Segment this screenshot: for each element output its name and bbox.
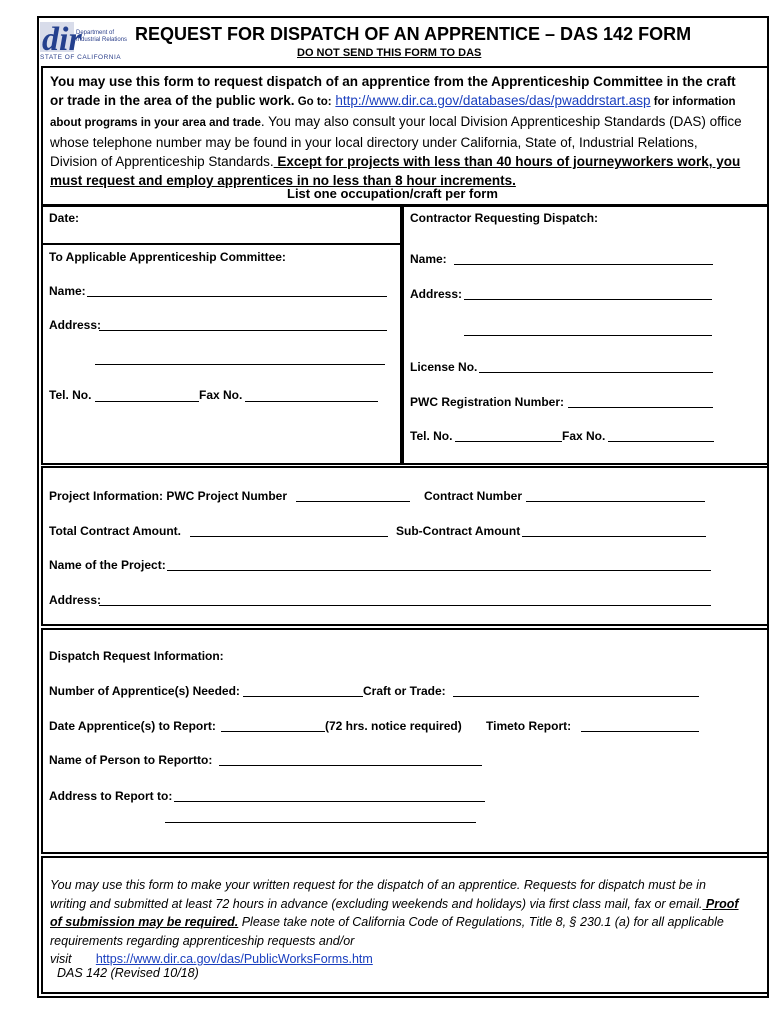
date-label: Date: [49, 211, 80, 225]
logo-line2: Industrial Relations [76, 37, 128, 43]
committee-box [41, 243, 402, 465]
footer-text [50, 876, 740, 969]
contractor-tel-label: Tel. No. [410, 429, 453, 443]
project-name-field[interactable] [167, 570, 711, 571]
date-box [41, 205, 402, 245]
committee-tel-label: Tel. No. [49, 388, 92, 402]
pwc-project-number-field[interactable] [296, 501, 410, 502]
contractor-label: Contractor Requesting Dispatch: [410, 211, 599, 225]
project-address-field[interactable] [99, 605, 711, 606]
committee-address-field[interactable] [99, 330, 387, 331]
form-title: REQUEST FOR DISPATCH OF AN APPRENTICE – DAS 142 FORM [135, 24, 692, 44]
committee-name-label: Name: [49, 284, 86, 298]
footer-text-2: Please take note of California Code of Regulations, Title 8, § 230.1 (a) for all applicable requirements regarding apprenticeship requests and/or [50, 915, 724, 948]
intro-normal: . You may also consult your local Division Apprenticeship Standards (DAS) office whose telephone number may be found in your local directory under California, State of, Industrial Relations, Division of Apprenticeship Standards. [50, 114, 742, 169]
date-to-report-field[interactable] [221, 731, 325, 732]
svg-text:dir: dir [42, 21, 82, 58]
footer-proof: Proof of submission may be required. [50, 896, 739, 929]
contractor-license-label: License No. [410, 360, 478, 374]
intro-after-link: for information about programs in your area and trade [50, 96, 736, 129]
contract-number-label: Contract Number [424, 489, 523, 503]
logo-state: STATE OF CALIFORNIA [40, 54, 122, 61]
contractor-name-label: Name: [410, 252, 447, 266]
committee-address-field-2[interactable] [95, 364, 385, 365]
contractor-name-field[interactable] [454, 264, 713, 265]
date-to-report-label: Date Apprentice(s) to Report: [49, 719, 216, 733]
notice-required-note: (72 hrs. notice required) [325, 719, 462, 733]
committee-fax-field[interactable] [245, 401, 378, 402]
committee-label: To Applicable Apprenticeship Committee: [49, 250, 286, 264]
report-address-field[interactable] [174, 801, 485, 802]
intro-text: You may use this form to request dispatch of an apprentice from the Apprenticeship Committee in the craft or trade in the area of the public work. Go to: http://www.dir.ca.gov/databases/das/pwaddrstart.asp for information about programs in your area and trade. You may also consult your local Division Apprenticeship Standards (DAS) office whose telephone number may be found in your local directory under California, State of, Industrial Relations, Division of Apprenticeship Standards. Except for projects with less than 40 hours of journeyworkers work, you must request and employ apprentices in no less than 8 hour increments. [50, 74, 742, 188]
report-address-label: Address to Report to: [49, 789, 173, 803]
sub-contract-amount-field[interactable] [522, 536, 706, 537]
apprentices-needed-field[interactable] [243, 696, 363, 697]
contractor-license-field[interactable] [479, 372, 713, 373]
logo-line1: Department of [76, 30, 115, 36]
dir-logo [40, 20, 132, 64]
craft-trade-label: Craft or Trade: [363, 684, 446, 698]
contractor-tel-field[interactable] [455, 441, 562, 442]
report-address-field-2[interactable] [165, 822, 476, 823]
footer-text-1: You may use this form to make your written request for the dispatch of an apprentice. Requests for dispatch must be in writing and submitted at least 72 hours in advance (excluding weekends and holidays) via first class mail, fax or email. [50, 878, 706, 911]
intro-goto: Go to [294, 96, 328, 108]
contractor-address-field[interactable] [464, 299, 712, 300]
intro-bold: You may use this form to request dispatch of an apprentice from the Apprenticeship Committee in the craft or trade in the area of the public work. [50, 74, 736, 108]
das-directory-link[interactable]: http://www.dir.ca.gov/databases/das/pwaddrstart.asp [335, 93, 651, 108]
footer-visit: visit [50, 952, 72, 966]
apprentices-needed-label: Number of Apprentice(s) Needed: [49, 684, 240, 698]
list-one-note: List one occupation/craft per form [287, 186, 498, 201]
committee-name-field[interactable] [87, 296, 387, 297]
public-works-forms-link[interactable]: https://www.dir.ca.gov/das/PublicWorksForms.htm [95, 952, 373, 966]
committee-fax-label: Fax No. [199, 388, 243, 402]
report-person-field[interactable] [219, 765, 482, 766]
total-contract-amount-field[interactable] [190, 536, 388, 537]
pwc-registration-label: PWC Registration Number: [410, 395, 565, 409]
contractor-fax-field[interactable] [608, 441, 714, 442]
pwc-registration-field[interactable] [568, 407, 713, 408]
contractor-address-field-2[interactable] [464, 335, 712, 336]
contractor-address-label: Address: [410, 287, 463, 301]
project-address-label: Address: [49, 593, 102, 607]
craft-trade-field[interactable] [453, 696, 699, 697]
project-name-label: Name of the Project: [49, 558, 166, 572]
form-subtitle: DO NOT SEND THIS FORM TO DAS [297, 47, 482, 59]
total-contract-amount-label: Total Contract Amount. [49, 524, 181, 538]
intro-underline: Except for projects with less than 40 hours of journeyworkers work, you must request and employ apprentices in no less than 8 hour increments. [50, 154, 741, 188]
form-revision: DAS 142 (Revised 10/18) [57, 966, 199, 980]
report-person-label: Name of Person to Reportto: [49, 753, 213, 767]
time-to-report-field[interactable] [581, 731, 699, 732]
time-to-report-label: Timeto Report: [486, 719, 572, 733]
dispatch-heading: Dispatch Request Information: [49, 649, 224, 663]
contract-number-field[interactable] [526, 501, 705, 502]
sub-contract-amount-label: Sub-Contract Amount [396, 524, 521, 538]
pwc-project-number-label: Project Information: PWC Project Number [49, 489, 288, 503]
contractor-fax-label: Fax No. [562, 429, 606, 443]
committee-address-label: Address: [49, 318, 102, 332]
committee-tel-field[interactable] [95, 401, 199, 402]
